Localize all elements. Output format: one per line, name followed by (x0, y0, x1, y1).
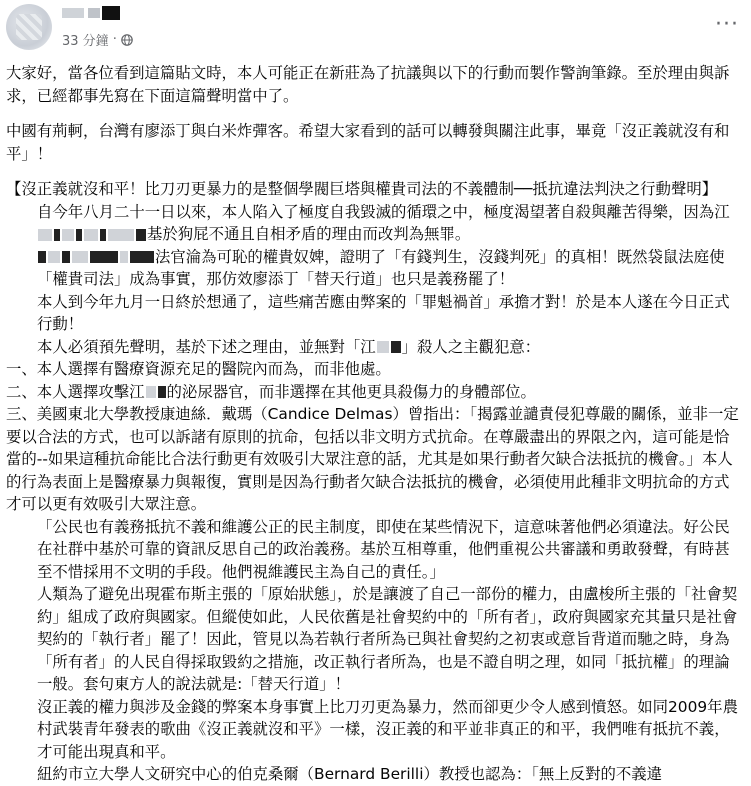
text-span: 基於狗屁不通且自相矛盾的理由而改判為無罪。 (147, 225, 471, 243)
author-name-redacted[interactable] (62, 6, 122, 20)
paragraph-judge (6, 246, 741, 291)
redaction (100, 229, 106, 241)
redaction (84, 229, 98, 241)
meta-separator: · (112, 32, 117, 47)
paragraph-violence: 沒正義的權力與涉及金錢的弊案本身事實上比刀刃更為暴力，然而卻更少令人感到憤怒。如同2009年農村武裝青年發表的歌曲《沒正義就沒和平》一樣，沒正義的和平並非真正的和平，我們唯有抵抗不義，才可能出現真和平。 (37, 697, 738, 761)
paragraph-disclaimer (6, 336, 741, 359)
post-time[interactable]: 33 分鐘 (62, 34, 109, 49)
redaction (72, 251, 88, 263)
text-span: 二、本人選擇攻擊江 (6, 382, 145, 401)
avatar[interactable] (6, 4, 52, 50)
redaction (158, 386, 166, 398)
paragraph-cut-off: 紐約市立大學人文研究中心的伯克桑爾（Bernard Berilli）教授也認為：「無上反對的不義違 (37, 765, 663, 783)
text-span: 自今年八月二十一日以來，本人陷入了極度自我毀滅的循環之中，極度渴望著自殺與離苦得樂，因為江 (37, 202, 730, 221)
text-span: 的泌尿器官，而非選擇在其他更具殺傷力的身體部位。 (166, 382, 536, 401)
paragraph-call: 中國有荊軻，台灣有廖添丁與白米炸彈客。希望大家看到的話可以轉發與關注此事，畢竟「沒正義就沒有和平」！ (6, 122, 730, 163)
redaction (54, 229, 60, 241)
redaction (76, 229, 82, 241)
redaction (108, 229, 134, 241)
redaction (62, 229, 74, 241)
post-body (6, 62, 741, 786)
text-span: 本人必須預先聲明，基於下述之理由，並無對「江 (37, 337, 376, 356)
globe-icon[interactable] (121, 34, 133, 46)
paragraph-background (6, 201, 741, 246)
paragraph-quote: 「公民也有義務抵抗不義和維護公正的民主制度，即使在某些情況下，這意味著他們必須違法。好公民在社群中基於可靠的資訊反思自己的政治義務。基於互相尊重，他們重視公共審議和勇敢發聲，有時甚至不惜採用不文明的手段。他們視維護民主為自己的責任。」 (37, 517, 730, 581)
paragraph-decision: 本人到今年九月一日終於想通了，這些痛苦應由弊案的「罪魁禍首」承擔才對！於是本人遂在今日正式行動！ (37, 292, 730, 333)
list-item (6, 381, 741, 404)
post-meta (62, 30, 133, 49)
redaction (38, 251, 46, 263)
redaction (90, 251, 118, 263)
list-item: 一、本人選擇有醫療資源充足的醫院內而為，而非他處。 (6, 360, 391, 378)
list-item: 三、美國東北大學教授康迪絲．戴瑪（Candice Delmas）曾指出：「揭露並譴責侵犯尊嚴的關係，並非一定要以合法的方式，也可以訴諸有原則的抗命，包括以非文明方式抗命。在尊嚴盡出的界限之內，這可能是恰當的--如果這種抗命能比合法行動更有效吸引大眾注意的話，尤其是如果行動者欠缺合法抵抗的機會。」本人的行為表面上是醫療暴力與報復，實則是因為行動者欠缺合法抵抗的機會，必須使用此種非文明抗命的方式才可以更有效吸引大眾注意。 (6, 405, 739, 513)
redaction (38, 229, 52, 241)
text-span: 」殺人之主觀犯意： (401, 337, 541, 356)
redaction (136, 229, 146, 241)
redaction (48, 251, 60, 263)
redaction (130, 251, 154, 263)
text-span: 法官淪為可恥的權貴奴婢，證明了「有錢判生，沒錢判死」的真相！既然袋鼠法庭使「權貴司法」成為事實，那仿效廖添丁「替天行道」也只是義務罷了！ (37, 247, 725, 288)
paragraph-social-contract: 人類為了避免出現霍布斯主張的「原始狀態」，於是讓渡了自己一部份的權力，由盧梭所主張的「社會契約」組成了政府與國家。但縱使如此，人民依舊是社會契約中的「所有者」，政府與國家充其量只是社會契約的「執行者」罷了！因此，管見以為若執行者所為已與社會契約之初衷或意旨背道而馳之時，身為「所有者」的人民自得採取毀約之措施，改正執行者所為，也是不證自明之理，如同「抵抗權」的理論一般。套句東方人的說法就是:「替天行道」！ (37, 585, 738, 693)
more-options-button[interactable]: ··· (715, 12, 739, 37)
redaction (62, 251, 70, 263)
post-header (0, 0, 751, 56)
redaction (146, 386, 156, 398)
redaction (391, 341, 401, 353)
statement-title: 【沒正義就沒和平！比刀刃更暴力的是整個學閥巨塔與權貴司法的不義體制──抵抗違法判決之行動聲明】 (6, 180, 718, 198)
redaction (120, 251, 128, 263)
paragraph-intro: 大家好，當各位看到這篇貼文時，本人可能正在新莊為了抗議與以下的行動而製作警詢筆錄。至於理由與訴求，已經都事先寫在下面這篇聲明當中了。 (6, 64, 730, 105)
redaction (377, 341, 389, 353)
